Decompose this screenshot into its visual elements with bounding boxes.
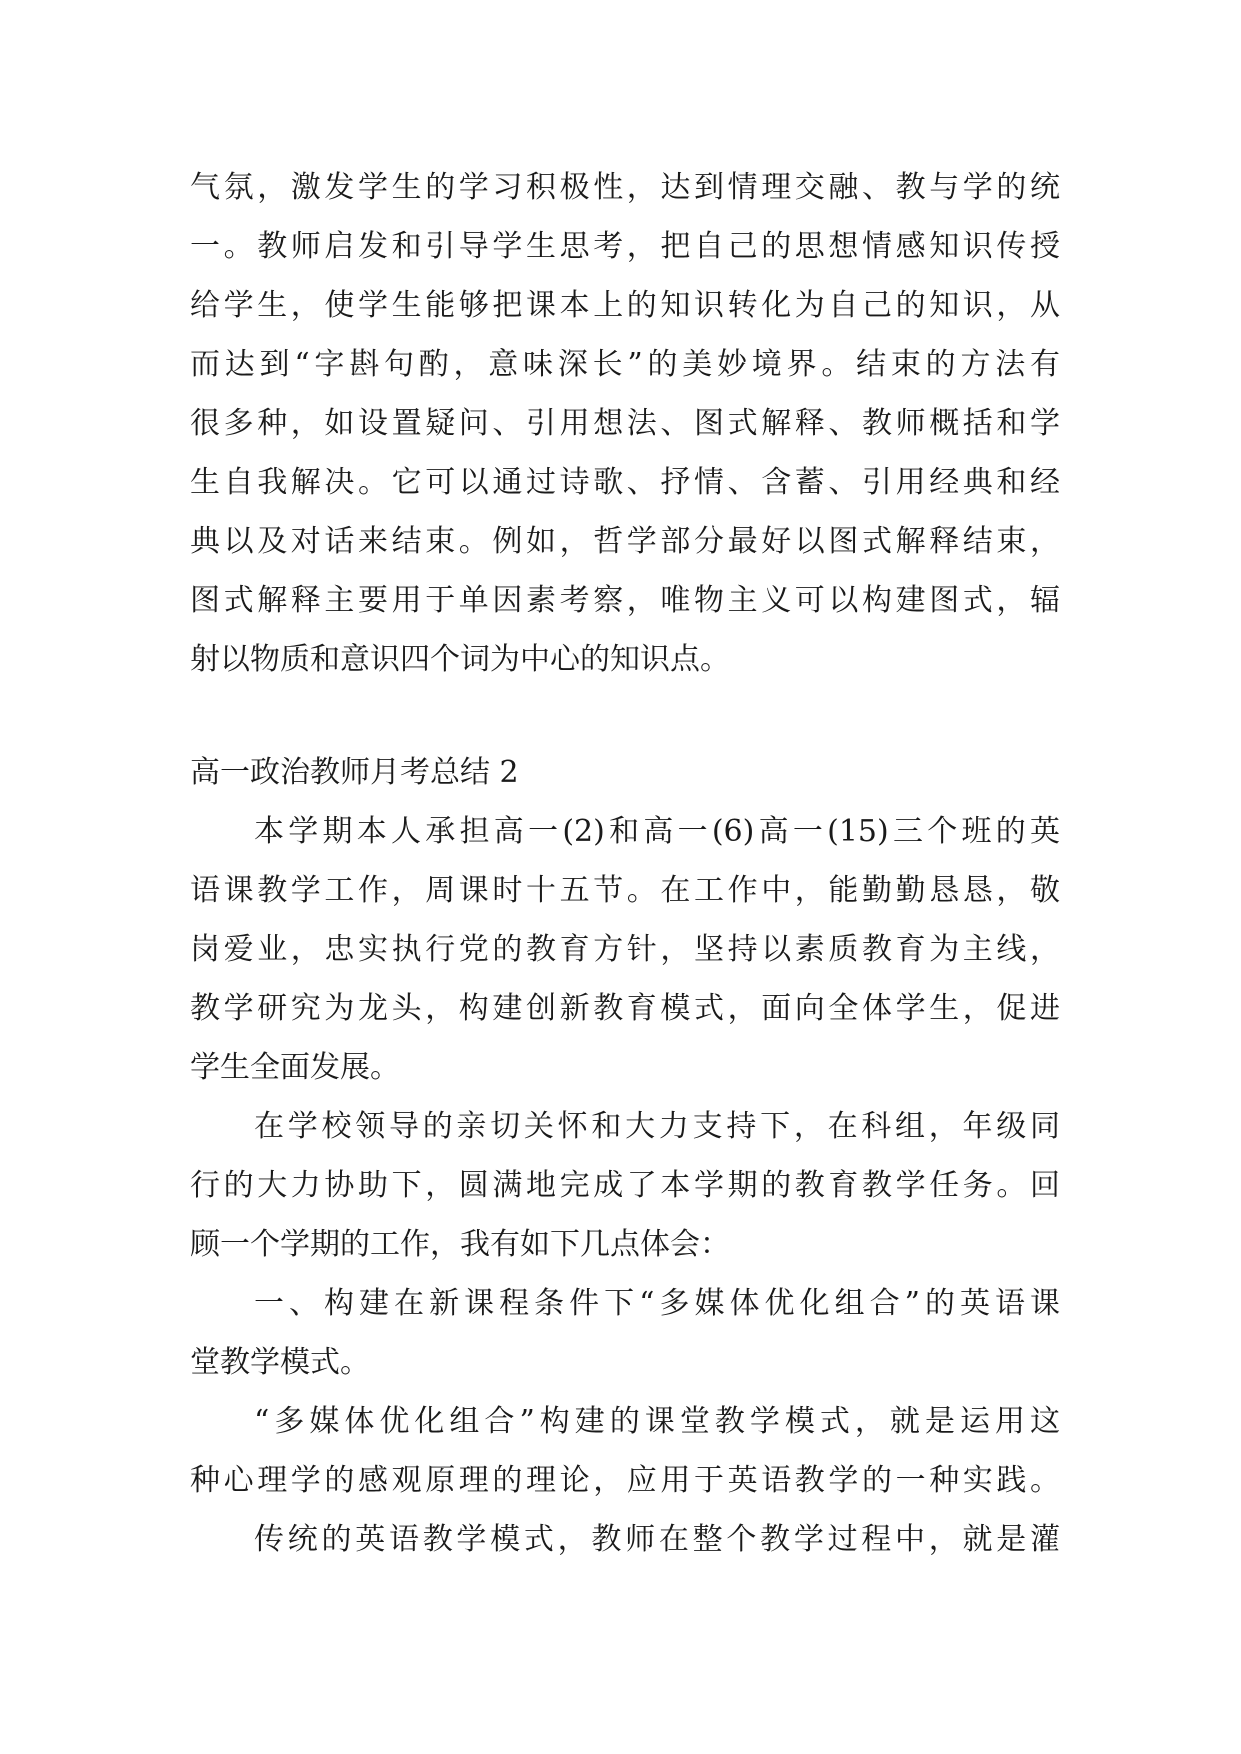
text-line: 种心理学的感观原理的理论，应用于英语教学的一种实践。 — [190, 1463, 1060, 1498]
document-body — [190, 158, 1060, 1569]
text-line: 顾一个学期的工作，我有如下几点体会： — [190, 1227, 730, 1262]
text-line: 气氛，激发学生的学习积极性，达到情理交融、教与学的统 — [190, 170, 1060, 205]
text-line: 很多种，如设置疑问、引用想法、图式解释、教师概括和学 — [190, 406, 1060, 441]
paragraph — [190, 1097, 1060, 1274]
text-line: 一、构建在新课程条件下“多媒体优化组合”的英语课 — [254, 1286, 1060, 1321]
text-line: 射以物质和意识四个词为中心的知识点。 — [190, 642, 730, 677]
text-line: 一。教师启发和引导学生思考，把自己的思想情感知识传授 — [190, 229, 1060, 264]
text-line: 语课教学工作，周课时十五节。在工作中，能勤勤恳恳，敬 — [190, 873, 1060, 908]
text-line: 学生全面发展。 — [190, 1050, 400, 1085]
paragraph — [190, 1274, 1060, 1392]
text-line: 行的大力协助下，圆满地完成了本学期的教育教学任务。回 — [190, 1168, 1060, 1203]
text-line: 生自我解决。它可以通过诗歌、抒情、含蓄、引用经典和经 — [190, 465, 1060, 500]
text-line: 典以及对话来结束。例如，哲学部分最好以图式解释结束， — [190, 524, 1060, 559]
text-line: 传统的英语教学模式，教师在整个教学过程中，就是灌 — [254, 1522, 1060, 1557]
text-line: 而达到“字斟句酌，意味深长”的美妙境界。结束的方法有 — [190, 347, 1060, 382]
text-line: 给学生，使学生能够把课本上的知识转化为自己的知识，从 — [190, 288, 1060, 323]
section-gap — [190, 689, 1060, 743]
text-line: 岗爱业，忠实执行党的教育方针，坚持以素质教育为主线， — [190, 932, 1060, 967]
section-title: 高一政治教师月考总结 2 — [190, 755, 519, 790]
text-line: “多媒体优化组合”构建的课堂教学模式，就是运用这 — [254, 1404, 1060, 1439]
text-line: 图式解释主要用于单因素考察，唯物主义可以构建图式，辐 — [190, 583, 1060, 618]
paragraph — [190, 1510, 1060, 1569]
paragraph — [190, 1392, 1060, 1510]
text-line: 教学研究为龙头，构建创新教育模式，面向全体学生，促进 — [190, 991, 1060, 1026]
text-line: 本学期本人承担高一(2)和高一(6)高一(15)三个班的英 — [254, 814, 1060, 849]
text-line: 在学校领导的亲切关怀和大力支持下，在科组，年级同 — [254, 1109, 1060, 1144]
paragraph — [190, 802, 1060, 1097]
paragraph-continued — [190, 158, 1060, 689]
text-line: 堂教学模式。 — [190, 1345, 370, 1380]
